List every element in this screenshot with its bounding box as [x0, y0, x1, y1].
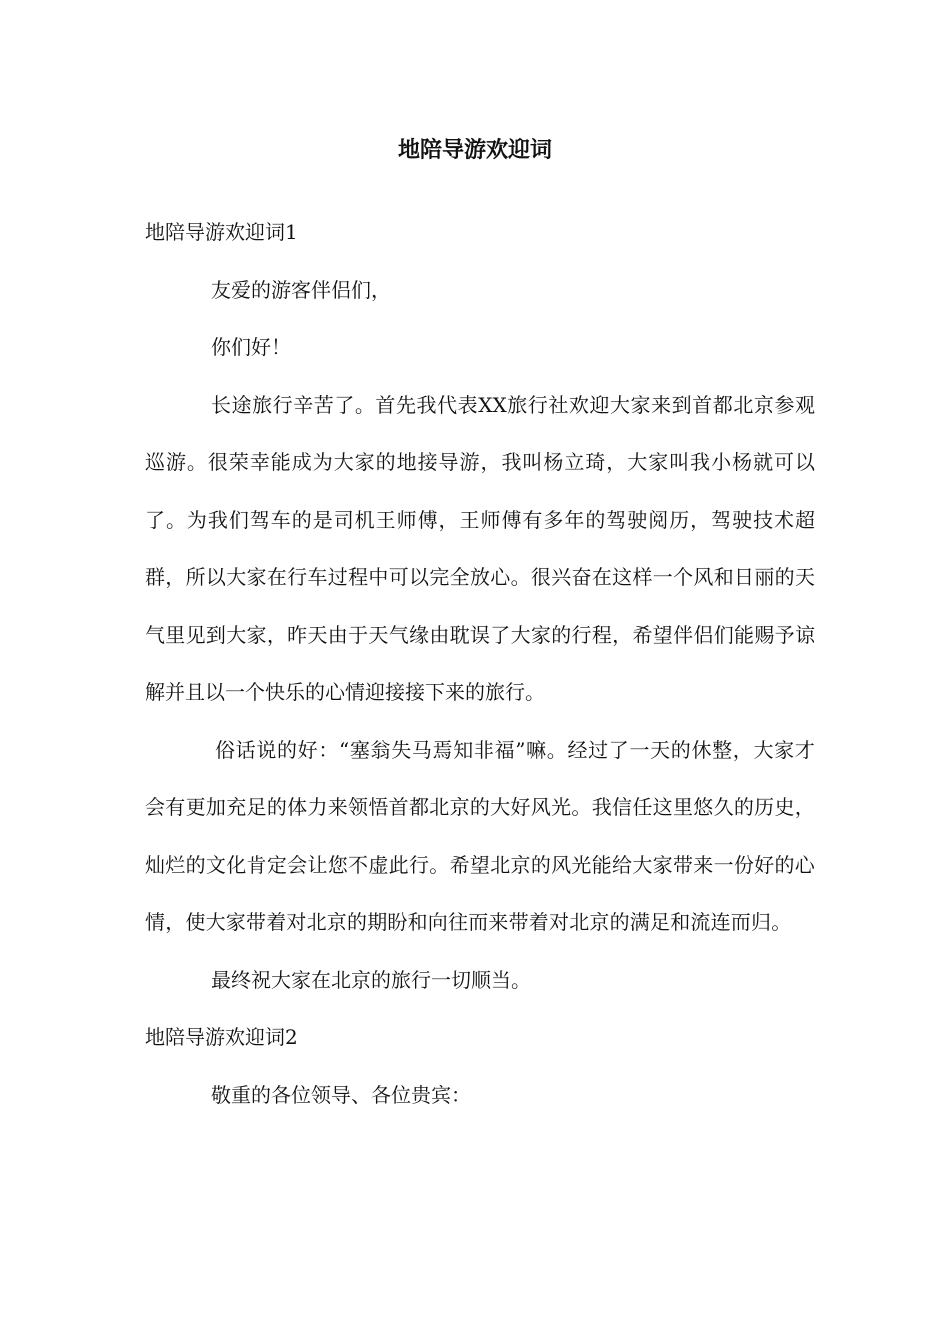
hello-paragraph: 你们好！	[211, 335, 291, 359]
proverb-paragraph: 俗话说的好：“塞翁失马焉知非福”嘛。经过了一天的休整，大家才会有更加充足的体力来领悟首都北京的大好风光。我信任这里悠久的历史，灿烂的文化肯定会让您不虚此行。希望北京的风光能给大家带来一份好的心情，使大家带着对北京的期盼和向往而来带着对北京的满足和流连而归。	[145, 737, 815, 934]
intro-paragraph: 长途旅行辛苦了。首先我代表XX旅行社欢迎大家来到首都北京参观巡游。很荣幸能成为大家的地接导游，我叫杨立琦，大家叫我小杨就可以了。为我们驾车的是司机王师傅，王师傅有多年的驾驶阅历，驾驶技术超群，所以大家在行车过程中可以完全放心。很兴奋在这样一个风和日丽的天气里见到大家，昨天由于天气缘由耽误了大家的行程，希望伴侣们能赐予谅解并且以一个快乐的心情迎接接下来的旅行。	[145, 392, 815, 704]
section-heading-1: 地陪导游欢迎词1	[145, 220, 298, 244]
document-body	[145, 204, 815, 1124]
closing-paragraph: 最终祝大家在北京的旅行一切顺当。	[211, 967, 531, 992]
document-title: 地陪导游欢迎词	[397, 138, 552, 163]
section-heading-2: 地陪导游欢迎词2	[145, 1025, 298, 1049]
salutation-paragraph: 敬重的各位领导、各位贵宾：	[211, 1082, 471, 1107]
greeting-paragraph: 友爱的游客伴侣们，	[211, 277, 391, 302]
